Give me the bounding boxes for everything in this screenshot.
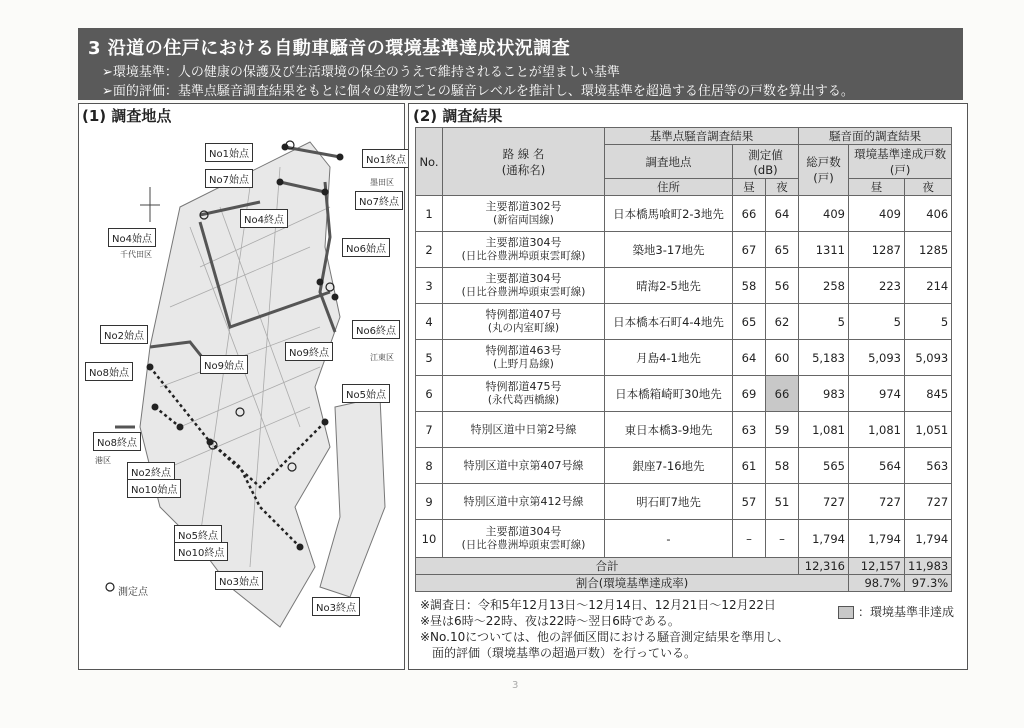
cell-address: - (605, 520, 733, 558)
cell-route-sub: (丸の内室町線) (487, 322, 560, 334)
cell-achieved-day: 564 (849, 448, 905, 484)
legend-non-achieved (838, 603, 954, 620)
cell-route-sub: (日比谷豊洲埠頭東雲町線) (461, 539, 586, 551)
note-no10: ※No.10については、他の評価区間における騒音測定結果を準用し、 (420, 630, 790, 644)
table-row (416, 196, 952, 232)
page-title: 3 沿道の住戸における自動車騒音の環境基準達成状況調査 (88, 38, 571, 59)
cell-night: 59 (766, 412, 799, 448)
cell-total: 1,794 (799, 520, 849, 558)
table-row (416, 412, 952, 448)
cell-achieved-night: 1,051 (905, 412, 952, 448)
cell-address: 明石町7地先 (605, 484, 733, 520)
col-header-achieved-unit: (戸) (889, 162, 911, 177)
cell-day: 66 (733, 196, 766, 232)
cell-achieved-day: 5 (849, 304, 905, 340)
cell-total: 5 (799, 304, 849, 340)
col-header-group-areal: 騒音面的調査結果 (799, 128, 952, 145)
cell-route (443, 484, 605, 520)
area-sumida: 墨田区 (370, 178, 394, 187)
table-row (416, 340, 952, 376)
map-label-no2-start: No2始点 (100, 325, 148, 344)
note-no10-cont: 面的評価（環境基準の超過戸数）を行っている。 (420, 646, 697, 660)
cell-achieved-night: 406 (905, 196, 952, 232)
cell-total: 727 (799, 484, 849, 520)
cell-no: 6 (416, 376, 443, 412)
col-header-achieved-label: 環境基準達成戸数 (854, 146, 947, 161)
cell-night: 60 (766, 340, 799, 376)
col-header-location: 調査地点 (605, 145, 733, 179)
cell-day: 69 (733, 376, 766, 412)
cell-night: 51 (766, 484, 799, 520)
cell-achieved-night: 214 (905, 268, 952, 304)
cell-no: 7 (416, 412, 443, 448)
cell-achieved-day: 974 (849, 376, 905, 412)
cell-night: 65 (766, 232, 799, 268)
map-label-no9-start: No9始点 (200, 355, 248, 374)
cell-address: 晴海2-5地先 (605, 268, 733, 304)
col-header-night: 夜 (766, 179, 799, 196)
cell-total: 565 (799, 448, 849, 484)
cell-day: 65 (733, 304, 766, 340)
result-panel-title: (2) 調査結果 (413, 107, 503, 125)
cell-total: 1,081 (799, 412, 849, 448)
map-panel-title: (1) 調査地点 (82, 107, 172, 125)
cell-address: 日本橋箱崎町30地先 (605, 376, 733, 412)
cell-no: 10 (416, 520, 443, 558)
legend-label: ：環境基準非達成 (858, 605, 955, 619)
legend-swatch (838, 606, 854, 619)
cell-route-name: 主要都道304号 (485, 236, 562, 249)
col-header-measured-unit: (dB) (753, 162, 778, 177)
header-line-evaluation: ➢面的評価：基準点騒音調査結果をもとに個々の建物ごとの騒音レベルを推計し、環境基準を超過する住居等の戸数を算出する。 (102, 84, 854, 99)
cell-route-name: 特別区道中京第407号線 (463, 459, 584, 472)
table-row (416, 268, 952, 304)
cell-route-name: 特例都道475号 (485, 380, 562, 393)
cell-route (443, 520, 605, 558)
map-label-no3-end: No3終点 (312, 597, 360, 616)
cell-day: – (733, 520, 766, 558)
cell-address: 東日本橋3-9地先 (605, 412, 733, 448)
map-label-no7-end: No7終点 (355, 191, 403, 210)
map-label-no1-end: No1終点 (362, 149, 410, 168)
note-survey-date: ※調査日：令和5年12月13日～12月14日、12月21日～12月22日 (420, 598, 776, 612)
cell-night: 58 (766, 448, 799, 484)
cell-day: 64 (733, 340, 766, 376)
ratio-row (416, 575, 952, 592)
map-label-no5-start: No5始点 (342, 384, 390, 403)
cell-night: – (766, 520, 799, 558)
cell-night: 56 (766, 268, 799, 304)
area-koto: 江東区 (370, 353, 394, 362)
map-label-no9-end: No9終点 (285, 342, 333, 361)
result-table (415, 127, 952, 592)
cell-no: 2 (416, 232, 443, 268)
map-label-no10-start: No10始点 (127, 479, 181, 498)
survey-map (80, 127, 406, 667)
cell-total: 258 (799, 268, 849, 304)
table-row (416, 376, 952, 412)
cell-route (443, 268, 605, 304)
col-header-route (443, 128, 605, 196)
cell-achieved-day: 727 (849, 484, 905, 520)
map-label-no1-start: No1始点 (205, 143, 253, 162)
cell-achieved-day: 409 (849, 196, 905, 232)
col-header-address: 住所 (605, 179, 733, 196)
col-header-group-basepoint: 基準点騒音調査結果 (605, 128, 799, 145)
map-label-no6-end: No6終点 (352, 320, 400, 339)
page-number: 3 (512, 680, 519, 691)
cell-achieved-night: 563 (905, 448, 952, 484)
cell-address: 銀座7-16地先 (605, 448, 733, 484)
cell-achieved-night: 1285 (905, 232, 952, 268)
cell-route-name: 主要都道304号 (485, 272, 562, 285)
cell-day: 61 (733, 448, 766, 484)
cell-route (443, 232, 605, 268)
cell-day: 63 (733, 412, 766, 448)
note-day-night: ※昼は6時～22時、夜は22時～翌日6時である。 (420, 614, 680, 628)
ratio-day: 98.7% (849, 575, 905, 592)
cell-route (443, 376, 605, 412)
map-label-no5-end: No5終点 (174, 525, 222, 544)
cell-route-sub: (上野月島線) (493, 358, 554, 370)
table-row (416, 520, 952, 558)
cell-address: 日本橋馬喰町2-3地先 (605, 196, 733, 232)
table-row (416, 484, 952, 520)
cell-route (443, 412, 605, 448)
cell-day: 67 (733, 232, 766, 268)
cell-achieved-day: 1,794 (849, 520, 905, 558)
map-label-no7-start: No7始点 (205, 169, 253, 188)
cell-achieved-night: 845 (905, 376, 952, 412)
cell-route (443, 448, 605, 484)
cell-total: 5,183 (799, 340, 849, 376)
cell-total: 409 (799, 196, 849, 232)
total-row (416, 558, 952, 575)
area-minato: 港区 (95, 456, 111, 465)
area-chiyoda: 千代田区 (120, 250, 152, 259)
cell-route-sub: (永代葛西橋線) (487, 394, 560, 406)
cell-no: 3 (416, 268, 443, 304)
map-label-no3-start: No3始点 (215, 571, 263, 590)
cell-night-exceeded: 66 (766, 376, 799, 412)
cell-address: 日本橋本石町4-4地先 (605, 304, 733, 340)
cell-no: 5 (416, 340, 443, 376)
col-header-measured (733, 145, 799, 179)
cell-address: 月島4-1地先 (605, 340, 733, 376)
col-header-total-units-label: 総戸数 (806, 155, 841, 169)
cell-route-name: 特例都道463号 (485, 344, 562, 357)
cell-route-name: 主要都道302号 (485, 200, 562, 213)
cell-day: 57 (733, 484, 766, 520)
col-header-route-sub: (通称名) (501, 162, 546, 177)
map-label-no6-start: No6始点 (342, 238, 390, 257)
cell-no: 9 (416, 484, 443, 520)
map-label-no2-end: No2終点 (127, 462, 175, 481)
total-label: 合計 (416, 558, 799, 575)
total-achieved-night: 11,983 (905, 558, 952, 575)
cell-route-name: 特例都道407号 (485, 308, 562, 321)
cell-total: 983 (799, 376, 849, 412)
cell-total: 1311 (799, 232, 849, 268)
col-header-total-units-unit: (戸) (813, 171, 834, 185)
cell-achieved-day: 1,081 (849, 412, 905, 448)
cell-route (443, 196, 605, 232)
map-label-no8-end: No8終点 (93, 432, 141, 451)
col-header-total-units (799, 145, 849, 196)
cell-route-name: 特別区道中日第2号線 (470, 423, 577, 436)
col-header-day: 昼 (733, 179, 766, 196)
cell-night: 64 (766, 196, 799, 232)
cell-achieved-day: 1287 (849, 232, 905, 268)
ratio-night: 97.3% (905, 575, 952, 592)
cell-route-sub: (新宿両国線) (493, 214, 554, 226)
cell-achieved-day: 5,093 (849, 340, 905, 376)
cell-achieved-night: 1,794 (905, 520, 952, 558)
map-legend-measurement-point: 測定点 (118, 587, 148, 598)
table-row (416, 232, 952, 268)
table-row (416, 304, 952, 340)
col-header-no: No. (416, 128, 443, 196)
cell-day: 58 (733, 268, 766, 304)
cell-no: 8 (416, 448, 443, 484)
header-banner (78, 28, 963, 100)
cell-route-name: 特別区道中京第412号線 (463, 495, 584, 508)
cell-achieved-night: 727 (905, 484, 952, 520)
header-line-standard: ➢環境基準：人の健康の保護及び生活環境の保全のうえで維持されることが望ましい基準 (102, 65, 620, 80)
map-label-no4-start: No4始点 (108, 228, 156, 247)
cell-achieved-night: 5,093 (905, 340, 952, 376)
col-header-achieved-night: 夜 (905, 179, 952, 196)
table-row (416, 448, 952, 484)
col-header-route-name: 路 線 名 (502, 146, 545, 161)
total-units: 12,316 (799, 558, 849, 575)
cell-achieved-day: 223 (849, 268, 905, 304)
cell-no: 4 (416, 304, 443, 340)
total-achieved-day: 12,157 (849, 558, 905, 575)
map-label-no8-start: No8始点 (85, 362, 133, 381)
map-label-no4-end: No4終点 (240, 209, 288, 228)
ratio-label: 割合(環境基準達成率) (416, 575, 849, 592)
cell-route-sub: (日比谷豊洲埠頭東雲町線) (461, 286, 586, 298)
col-header-achieved-day: 昼 (849, 179, 905, 196)
cell-no: 1 (416, 196, 443, 232)
cell-route (443, 340, 605, 376)
notes (420, 597, 789, 661)
map-label-no10-end: No10終点 (174, 542, 228, 561)
cell-night: 62 (766, 304, 799, 340)
cell-achieved-night: 5 (905, 304, 952, 340)
cell-route-sub: (日比谷豊洲埠頭東雲町線) (461, 250, 586, 262)
cell-address: 築地3-17地先 (605, 232, 733, 268)
cell-route-name: 主要都道304号 (485, 525, 562, 538)
col-header-measured-label: 測定値 (748, 147, 783, 162)
cell-route (443, 304, 605, 340)
col-header-achieved (849, 145, 952, 179)
